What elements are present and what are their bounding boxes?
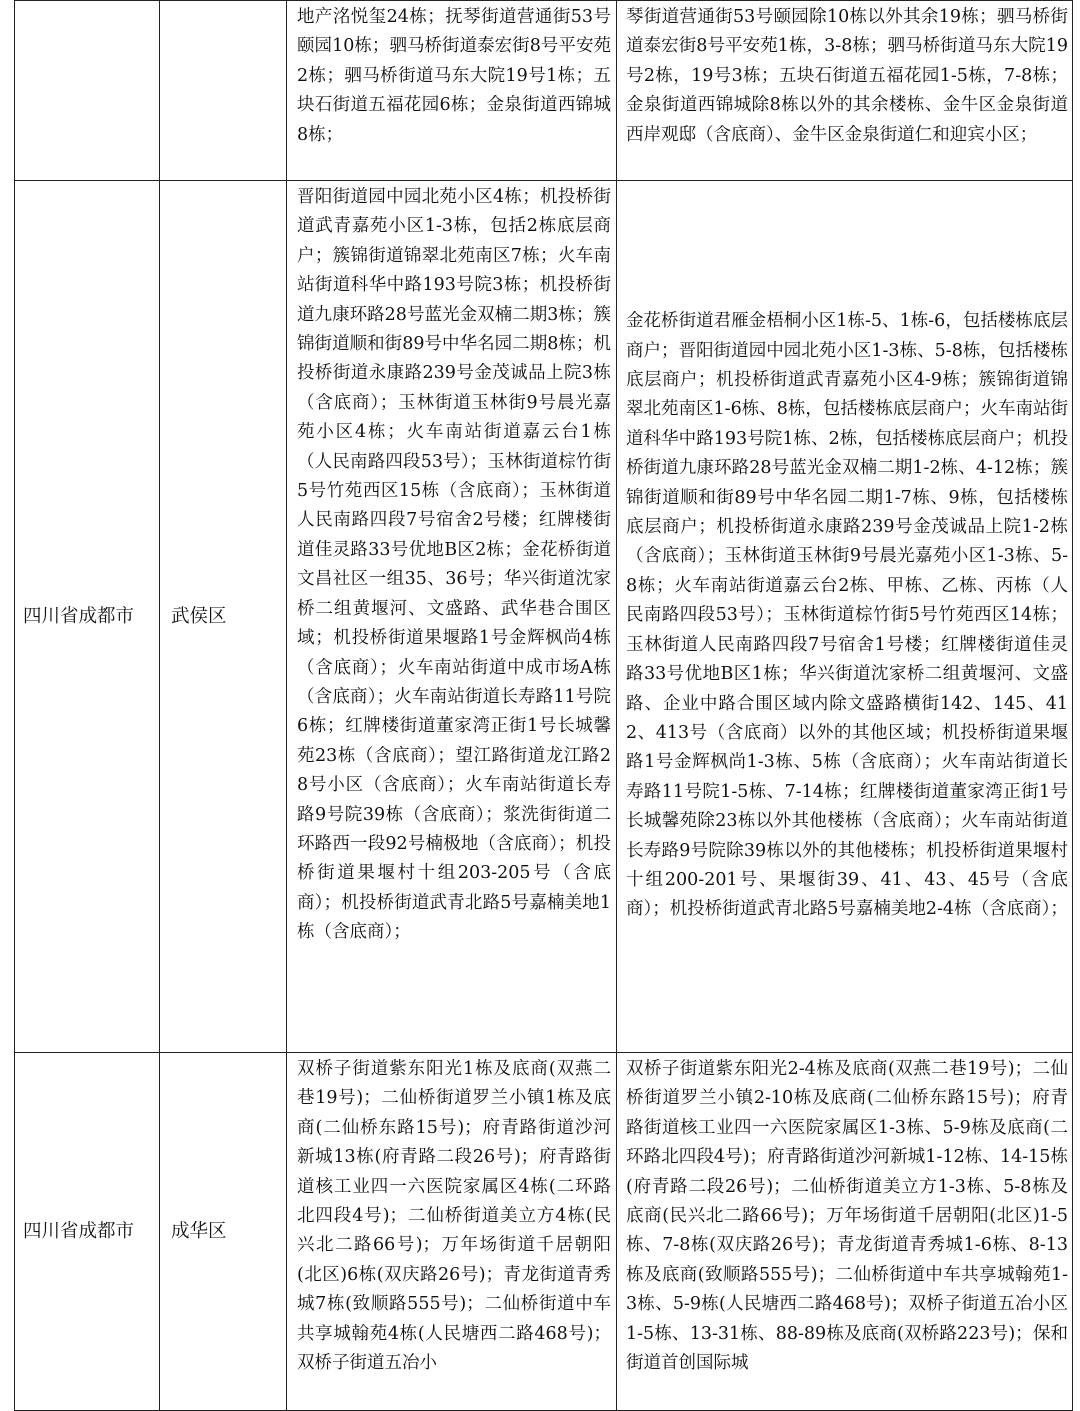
table-row: [15, 1, 1073, 181]
province-cell: 四川省成都市: [15, 1053, 160, 1411]
other-buildings-cell: 双桥子街道紫东阳光2-4栋及底商(双燕二巷19号)；二仙桥街道罗兰小镇2-10栋及底商(二仙桥东路15号)；府青路街道核工业四一六医院家属区1-3栋、5-9栋及底商(二环路北四段4号)；府青路街道沙河新城1-12栋、14-15栋(府青路二段26号)；二仙桥街道美立方1-3栋、5-8栋及底商(民兴北二路66号)；万年场街道千居朝阳(北区)1-5栋、7-8栋(双庆路26号)；青龙街道青秀城1-6栋、8-13栋及底商(致顺路555号)；二仙桥街道中车共享城翰苑1-3栋、5-9栋(人民塘西二路468号)；双桥子街道五冶小区1-5栋、13-31栋、88-89栋及底商(双桥路223号)；保和街道首创国际城: [617, 1053, 1073, 1411]
table-row: [15, 1053, 1073, 1411]
district-cell: 成华区: [160, 1053, 287, 1411]
affected-buildings-cell: 晋阳街道园中园北苑小区4栋；机投桥街道武青嘉苑小区1-3栋，包括2栋底层商户；簇锦街道锦翠北苑南区7栋；火车南站街道科华中路193号院3栋；机投桥街道九康环路28号蓝光金双楠二期3栋；簇锦街道顺和街89号中华名园二期8栋；机投桥街道永康路239号金茂诚品上院3栋（含底商）；玉林街道玉林街9号晨光嘉苑小区4栋；火车南站街道嘉云台1栋（人民南路四段53号）；玉林街道棕竹街5号竹苑西区15栋（含底商）；玉林街道人民南路四段7号宿舍2号楼；红牌楼街道佳灵路33号优地B区2栋；金花桥街道文昌社区一组35、36号；华兴街道沈家桥二组黄堰河、文盛路、武华巷合围区域；机投桥街道果堰路1号金辉枫尚4栋（含底商）；火车南站街道中成市场A栋（含底商）；火车南站街道长寿路11号院6栋；红牌楼街道董家湾正街1号长城馨苑23栋（含底商）；望江路街道龙江路28号小区（含底商）；火车南站街道长寿路9号院39栋（含底商）；浆洗街街道二环路西一段92号楠极地（含底商）；机投桥街道果堰村十组203-205号（含底商）；机投桥街道武青北路5号嘉楠美地1栋（含底商）；: [287, 181, 617, 1053]
other-buildings-cell: 金花桥街道君雁金梧桐小区1栋-5、1栋-6，包括楼栋底层商户；晋阳街道园中园北苑小区1-3栋、5-8栋，包括楼栋底层商户；机投桥街道武青嘉苑小区4-9栋；簇锦街道锦翠北苑南区1-6栋、8栋，包括楼栋底层商户；火车南站街道科华中路193号院1栋、2栋，包括楼栋底层商户；机投桥街道九康环路28号蓝光金双楠二期1-2栋、4-12栋；簇锦街道顺和街89号中华名园二期1-7栋、9栋，包括楼栋底层商户；机投桥街道永康路239号金茂诚品上院1-2栋（含底商）；玉林街道玉林街9号晨光嘉苑小区1-3栋、5-8栋；火车南站街道嘉云台2栋、甲栋、乙栋、丙栋（人民南路四段53号）；玉林街道棕竹街5号竹苑西区14栋；玉林街道人民南路四段7号宿舍1号楼；红牌楼街道佳灵路33号优地B区1栋；华兴街道沈家桥二组黄堰河、文盛路、企业中路合围区域内除文盛路横街142、145、412、413号（含底商）以外的其他区域；机投桥街道果堰路1号金辉枫尚1-3栋、5栋（含底商）；火车南站街道长寿路11号院1-5栋、7-14栋；红牌楼街道董家湾正街1号长城馨苑除23栋以外其他楼栋（含底商）；火车南站街道长寿路9号院除39栋以外的其他楼栋；机投桥街道果堰村十组200-201号、果堰街39、41、43、45号（含底商）；机投桥街道武青北路5号嘉楠美地2-4栋（含底商）；: [617, 181, 1073, 1053]
table-row: [15, 181, 1073, 1053]
district-cell: 武侯区: [160, 181, 287, 1053]
district-cell: [160, 1, 287, 181]
affected-buildings-cell: 双桥子街道紫东阳光1栋及底商(双燕二巷19号)；二仙桥街道罗兰小镇1栋及底商(二仙桥东路15号)；府青路街道沙河新城13栋(府青路二段26号)；府青路街道核工业四一六医院家属区4栋(二环路北四段4号)；二仙桥街道美立方4栋(民兴北二路66号)；万年场街道千居朝阳(北区)6栋(双庆路26号)；青龙街道青秀城7栋(致顺路555号)；二仙桥街道中车共享城翰苑4栋(人民塘西二路468号)；双桥子街道五冶小: [287, 1053, 617, 1411]
other-buildings-cell: 琴街道营通街53号颐园除10栋以外其余19栋；驷马桥街道泰宏街8号平安苑1栋，3-8栋；驷马桥街道马东大院19号2栋，19号3栋；五块石街道五福花园1-5栋，7-8栋；金泉街道西锦城除8栋以外的其余楼栋、金牛区金泉街道西岸观邸（含底商）、金牛区金泉街道仁和迎宾小区；: [617, 1, 1073, 181]
province-cell: 四川省成都市: [15, 181, 160, 1053]
province-cell: [15, 1, 160, 181]
affected-buildings-cell: 地产洺悦玺24栋；抚琴街道营通街53号颐园10栋；驷马桥街道泰宏街8号平安苑2栋；驷马桥街道马东大院19号1栋；五块石街道五福花园6栋；金泉街道西锦城8栋；: [287, 1, 617, 181]
notice-table: [14, 0, 1073, 1411]
